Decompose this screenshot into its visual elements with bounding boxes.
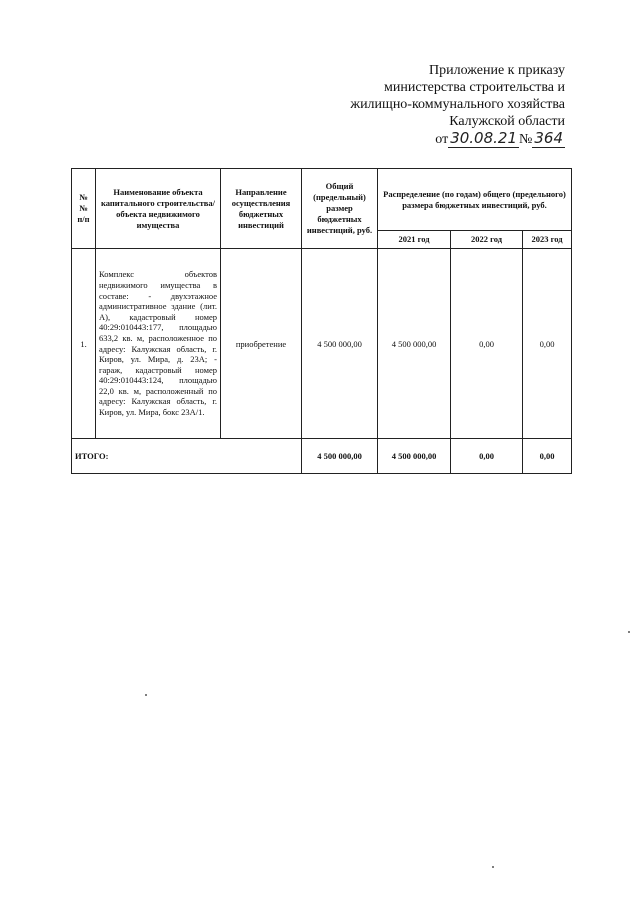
row-total: 4 500 000,00 — [302, 249, 378, 439]
table-row — [72, 249, 572, 439]
investment-table — [71, 168, 572, 474]
row-2023: 0,00 — [523, 249, 572, 439]
order-number-handwritten: 364 — [534, 129, 563, 147]
header-total: Общий (предельный) размер бюджетных инвестиций, руб. — [302, 169, 378, 249]
header-year-2023: 2023 год — [523, 231, 572, 249]
header-line-1: Приложение к приказу — [429, 63, 565, 78]
row-2021: 4 500 000,00 — [378, 249, 451, 439]
totals-2022: 0,00 — [451, 439, 523, 474]
row-name: Комплекс объектов недвижимого имущества в составе: - двухэтажное административное здание (лит. А), кадастровый номер 40:29:010443:177, площадью 633,2 кв. м, расположенное по адресу: Калужская область, г. Киров, ул. Мира, д. 23А; - гараж, кадастровый номер 40:29:010443:124, площадью 22,0 кв. м, расположенный по адресу: Калужская область, г. Киров, ул. Мира, бокс 23А/1. — [96, 249, 221, 439]
header-year-2022: 2022 год — [451, 231, 523, 249]
totals-2023: 0,00 — [523, 439, 572, 474]
totals-label: ИТОГО: — [72, 439, 302, 474]
header-line-3: жилищно-коммунального хозяйства — [350, 97, 565, 112]
row-2022: 0,00 — [451, 249, 523, 439]
header-name: Наименование объекта капитального строительства/объекта недвижимого имущества — [96, 169, 221, 249]
row-num: 1. — [72, 249, 96, 439]
ot-prefix: от — [435, 132, 449, 147]
totals-2021: 4 500 000,00 — [378, 439, 451, 474]
row-direction: приобретение — [221, 249, 302, 439]
order-date-number — [305, 130, 565, 148]
header-num: № № п/п — [72, 169, 96, 249]
totals-row — [72, 439, 572, 474]
scan-speck — [492, 866, 494, 868]
header-line-4: Калужской области — [449, 114, 565, 129]
scan-speck — [628, 631, 630, 633]
order-date-handwritten: 30.08.21 — [450, 129, 517, 147]
header-line-2: министерства строительства и — [383, 80, 565, 95]
scan-speck — [145, 694, 147, 696]
totals-total: 4 500 000,00 — [302, 439, 378, 474]
number-sign: № — [519, 132, 533, 147]
header-year-2021: 2021 год — [378, 231, 451, 249]
header-distribution: Распределение (по годам) общего (предельного) размера бюджетных инвестиций, руб. — [378, 169, 572, 231]
header-direction: Направление осуществления бюджетных инвестиций — [221, 169, 302, 249]
document-header — [305, 62, 565, 148]
